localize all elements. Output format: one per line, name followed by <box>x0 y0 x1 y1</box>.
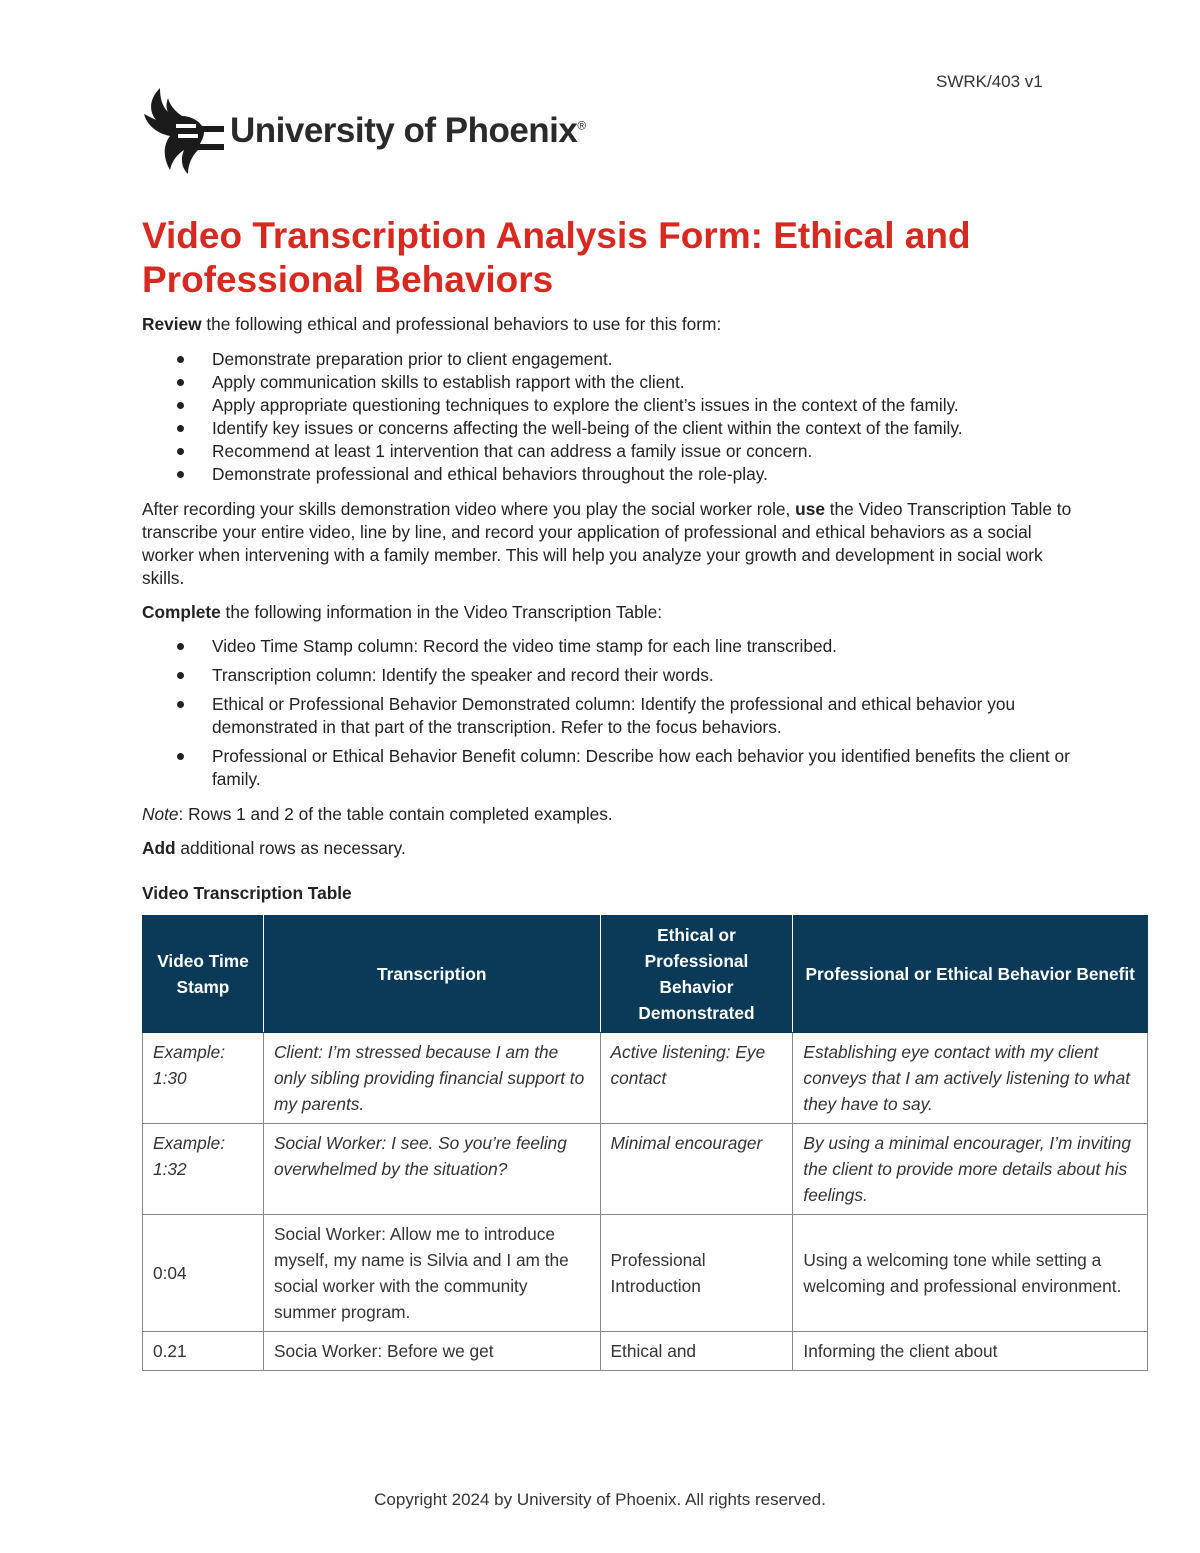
columns-list <box>142 635 1072 791</box>
column-header: Professional or Ethical Behavior Benefit <box>793 916 1148 1033</box>
list-item: Demonstrate preparation prior to client engagement. <box>142 348 1072 371</box>
list-item: Ethical or Professional Behavior Demonstrated column: Identify the professional and ethical behavior you demonstrated in that part of the transcription. Refer to the focus behaviors. <box>142 693 1072 739</box>
column-header: Video Time Stamp <box>143 916 264 1033</box>
table-cell: By using a minimal encourager, I’m inviting the client to provide more details about his feelings. <box>793 1124 1148 1215</box>
table-cell: Example: 1:32 <box>143 1124 264 1215</box>
instructions-paragraph: After recording your skills demonstration video where you play the social worker role, use the Video Transcription Table to transcribe your entire video, line by line, and record your application of professional and ethical behaviors as a social worker when intervening with a family member. This will help you analyze your growth and development in social work skills. <box>142 499 1072 588</box>
university-logo <box>140 84 586 178</box>
course-code: SWRK/403 v1 <box>936 72 1043 91</box>
table-row <box>143 1215 1148 1332</box>
table-cell: Example: 1:30 <box>143 1033 264 1124</box>
table-cell[interactable]: Informing the client about <box>793 1332 1148 1371</box>
review-paragraph: Review the following ethical and professional behaviors to use for this form: <box>142 314 722 334</box>
list-item: Apply appropriate questioning techniques to explore the client’s issues in the context of the family. <box>142 394 1072 417</box>
video-transcription-table <box>142 915 1148 1371</box>
table-cell: Establishing eye contact with my client conveys that I am actively listening to what they have to say. <box>793 1033 1148 1124</box>
table-cell: Social Worker: I see. So you’re feeling overwhelmed by the situation? <box>263 1124 600 1215</box>
copyright-footer: Copyright 2024 by University of Phoenix. All rights reserved. <box>374 1490 826 1509</box>
list-item: Apply communication skills to establish rapport with the client. <box>142 371 1072 394</box>
list-item: Identify key issues or concerns affecting the well-being of the client within the context of the family. <box>142 417 1072 440</box>
column-header: Ethical or Professional Behavior Demonstrated <box>600 916 793 1033</box>
table-caption: Video Transcription Table <box>142 883 352 903</box>
table-cell: Client: I’m stressed because I am the only sibling providing financial support to my parents. <box>263 1033 600 1124</box>
list-item: Video Time Stamp column: Record the video time stamp for each line transcribed. <box>142 635 1072 658</box>
list-item: Professional or Ethical Behavior Benefit column: Describe how each behavior you identified benefits the client or family. <box>142 745 1072 791</box>
table-cell[interactable]: Professional Introduction <box>600 1215 793 1332</box>
note-paragraph: Note: Rows 1 and 2 of the table contain completed examples. <box>142 804 613 824</box>
table-row <box>143 1332 1148 1371</box>
table-cell: Active listening: Eye contact <box>600 1033 793 1124</box>
form-body <box>142 313 1135 1371</box>
table-cell[interactable]: Ethical and <box>600 1332 793 1371</box>
table-header-row <box>143 916 1148 1033</box>
table-row <box>143 1033 1148 1124</box>
logo-wordmark: University of Phoenix® <box>230 111 586 150</box>
add-paragraph: Add additional rows as necessary. <box>142 838 406 858</box>
table-cell[interactable]: 0:04 <box>143 1215 264 1332</box>
table-cell[interactable]: 0.21 <box>143 1332 264 1371</box>
page-title: Video Transcription Analysis Form: Ethical and Professional Behaviors <box>142 215 971 300</box>
phoenix-icon <box>140 84 224 178</box>
table-cell: Minimal encourager <box>600 1124 793 1215</box>
table-cell[interactable]: Socia Worker: Before we get <box>263 1332 600 1371</box>
list-item: Recommend at least 1 intervention that can address a family issue or concern. <box>142 440 1072 463</box>
table-row <box>143 1124 1148 1215</box>
behaviors-list <box>142 348 1072 486</box>
list-item: Transcription column: Identify the speaker and record their words. <box>142 664 1072 687</box>
column-header: Transcription <box>263 916 600 1033</box>
list-item: Demonstrate professional and ethical behaviors throughout the role-play. <box>142 463 1072 486</box>
table-cell[interactable]: Social Worker: Allow me to introduce myself, my name is Silvia and I am the social worker with the community summer program. <box>263 1215 600 1332</box>
table-cell[interactable]: Using a welcoming tone while setting a welcoming and professional environment. <box>793 1215 1148 1332</box>
complete-paragraph: Complete the following information in the Video Transcription Table: <box>142 602 663 622</box>
